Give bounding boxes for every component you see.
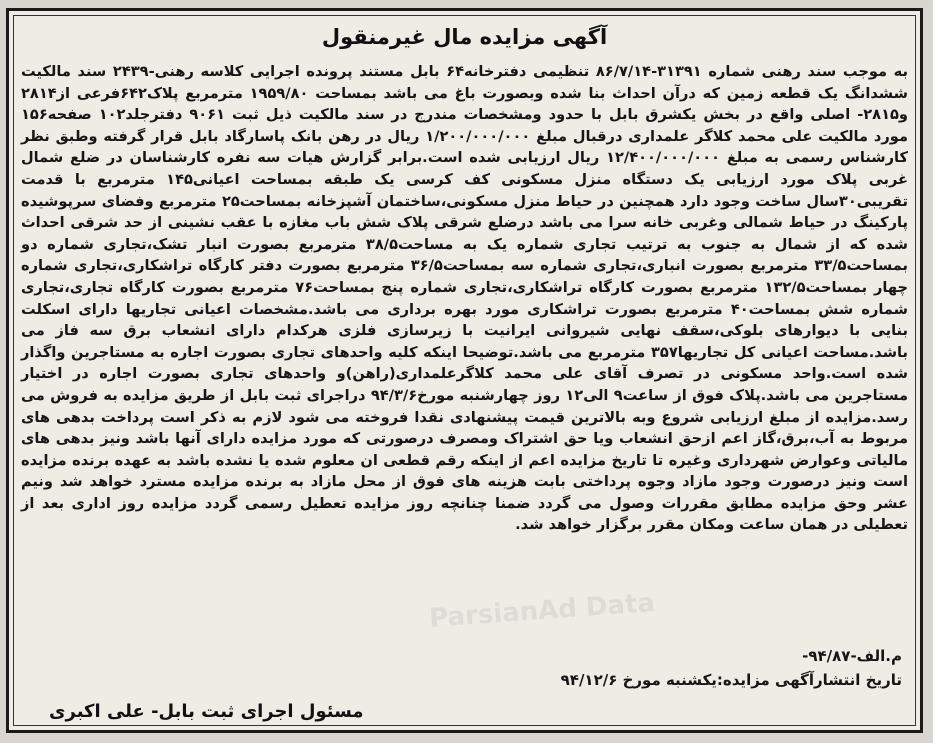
notice-reference: م.الف-۹۴/۸۷- xyxy=(802,647,902,665)
notice-title: آگهی مزایده مال غیرمنقول xyxy=(321,25,608,49)
notice-body: به موجب سند رهنی شماره ۳۱۳۹۱-۸۶/۷/۱۴ تنظیمی دفترخانه۶۴ بابل مستند پرونده اجرایی کلاسه رهنی-۲۴۳۹ سند مالکیت ششدانگ یک قطعه زمین که درآن احداث بنا شده وبصورت باغ می باشد بمساحت ۱۹۵۹/۸۰ مترمربع پلاک۶۴۲فرعی از۲۸۱۴ و۲۸۱۵- اصلی واقع در بخش یکشرق بابل با حدود ومشخصات مندرج در سند مالکیت ذیل ثبت ۹۰۶۱ دفترجلد۱۰۲ صفحه۱۵۶ مورد مالکیت علی محمد کلاگر علمداری درقبال مبلغ ۱/۲۰۰/۰۰۰/۰۰۰ ریال در رهن بانک پاسارگاد بابل قرار گرفته وطبق نظر کارشناس رسمی به مبلغ ۱۲/۴۰۰/۰۰۰/۰۰۰ ریال ارزیابی شده است.برابر گزارش هیات سه نفره کارشناسان در ضلع شمال غربی پلاک مورد ارزیابی یک دستگاه منزل مسکونی کف کرسی یک طبقه بمساحت اعیانی۱۴۵ مترمربع با قدمت تقریبی۳۰سال ساخت وجود دارد همچنین در حیاط منزل مسکونی،ساختمان آشپزخانه بمساحت۲۵ مترمربع وفضای سرپوشیده پارکینگ در حیاط شمالی وغربی خانه سرا می باشد درضلع شرقی پلاک شش باب مغازه با عقب نشینی از حد شرقی احداث شده که از شمال به جنوب به ترتیب تجاری شماره یک به مساحت۳۸/۵ مترمربع بصورت انبار تشک،تجاری شماره دو بمساحت۳۳/۵ مترمربع بصورت انباری،تجاری شماره سه بمساحت۳۶/۵ مترمربع بصورت دفتر کارگاه تراشکاری،تجاری شماره چهار بمساحت۱۳۲/۵ مترمربع بصورت کارگاه تراشکاری،تجاری شماره پنج بمساحت۷۶ مترمربع بصورت کارگاه تجاری،تجاری شماره شش بمساحت۴۰ مترمربع بصورت تراشکاری مورد بهره برداری می باشد.مشخصات اعیانی تجاریها دارای اسکلت بنایی با دیوارهای بلوکی،سقف نهایی شیروانی ایرانیت با زیرسازی فلزی هرکدام دارای انشعاب برق سه فاز می باشد.مساحت اعیانی کل تجاریها۳۵۷ مترمربع می باشد.توضیحا اینکه کلیه واحدهای تجاری بصورت اجاره به مستاجرین واگذار شده است.واحد مسکونی در تصرف آقای علی محمد کلاگرعلمداری(راهن)و واحدهای تجاری بصورت اجاره در اختیار مستاجرین می باشد.پلاک فوق از ساعت۹ الی۱۲ روز چهارشنبه مورخ۹۴/۳/۶ دراجرای ثبت بابل از طریق مزایده به فروش می رسد.مزایده از مبلغ ارزیابی شروع وبه بالاترین قیمت پیشنهادی نقدا فروخته می شود لازم به ذکر است پرداخت بدهی های مربوط به آب،برق،گاز اعم ازحق انشعاب ویا حق اشتراک ومصرف درصورتی که مورد مزایده دارای آنها باشد ونیز بدهی های مالیاتی وعوارض شهرداری وغیره تا تاریخ مزایده اعم از اینکه رقم قطعی ان معلوم شده یا نشده باشد به عهده برنده مزایده است ونیز درصورت وجود مازاد وجوه پرداختی بابت هزینه های فوق از محل مازاد به برنده مزایده مسترد خواهد شد ونیم عشر وحق مزایده مطابق مقررات وصول می گردد ضمنا چنانچه روز مزایده تعطیل رسمی گردد مزایده روز اداری بعد از تعطیلی در همان ساعت ومکان مقرر برگزار خواهد شد. xyxy=(21,63,909,534)
watermark: ParsianAd Data xyxy=(428,588,656,634)
newspaper-notice xyxy=(6,8,923,733)
publication-date: تاریخ انتشارآگهی مزایده:یکشنبه مورخ ۹۴/۱۲/۶ xyxy=(560,671,902,689)
signature: مسئول اجرای ثبت بابل- علی اکبری xyxy=(49,701,364,722)
